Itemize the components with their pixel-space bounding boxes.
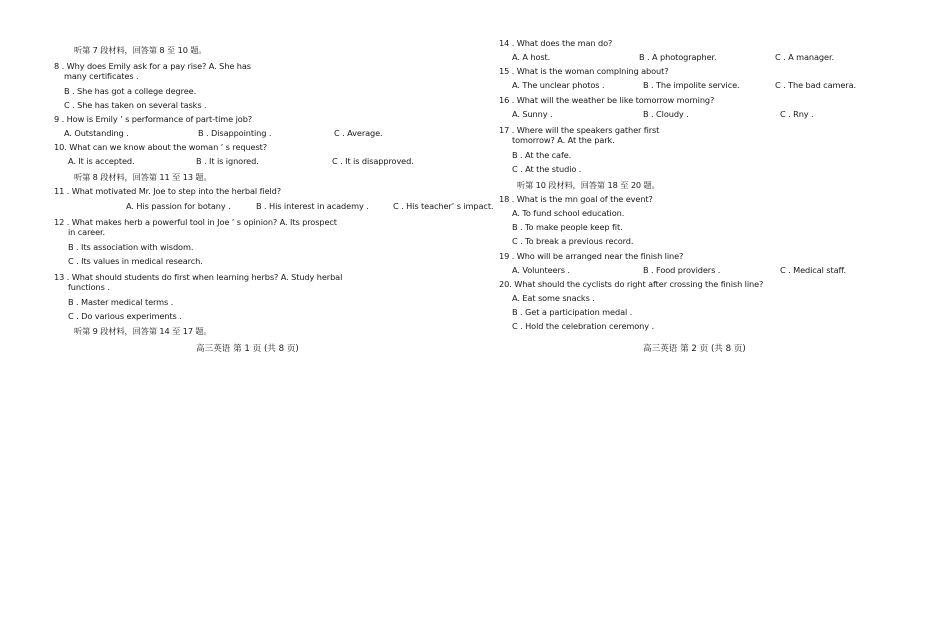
option-c: C . The bad camera. [775, 80, 856, 90]
section-heading-9: 听第 9 段材料，回答第 14 至 17 题。 [74, 326, 212, 336]
option-a: A. Sunny . [512, 109, 553, 119]
question-stem: 14 . What does the man do? [499, 38, 613, 48]
question-stem-cont: in career. [68, 227, 106, 237]
question-stem-cont: many certificates . [64, 71, 139, 81]
option-c: C . Hold the celebration ceremony . [512, 321, 655, 331]
question-stem: 10. What can we know about the woman ’ s request? [54, 142, 268, 152]
section-heading-8: 听第 8 段材料，回答第 11 至 13 题。 [74, 172, 212, 182]
option-b: B . Get a participation medal . [512, 307, 633, 317]
option-b: B . To make people keep fit. [512, 222, 623, 232]
question-stem: 9 . How is Emily ’ s performance of part-time job? [54, 114, 253, 124]
option-c: C . It is disapproved. [332, 156, 414, 166]
option-b: B . Its association with wisdom. [68, 242, 194, 252]
option-a: A. It is accepted. [68, 156, 135, 166]
question-stem: 8 . Why does Emily ask for a pay rise? A. She has [54, 61, 251, 71]
option-b: B . At the cafe. [512, 150, 572, 160]
option-c: C . His teacher’ s impact. [393, 201, 494, 211]
option-a: A. His passion for botany . [126, 201, 231, 211]
question-stem: 17 . Where will the speakers gather first [499, 125, 660, 135]
option-b: B . His interest in academy . [256, 201, 369, 211]
question-stem: 16 . What will the weather be like tomorrow morning? [499, 95, 715, 105]
section-heading-10: 听第 10 段材料，回答第 18 至 20 题。 [517, 180, 660, 190]
option-a: A. Outstanding . [64, 128, 129, 138]
section-heading-7: 听第 7 段材料，回答第 8 至 10 题。 [74, 45, 207, 55]
option-c: C . A manager. [775, 52, 834, 62]
option-c: C . At the studio . [512, 164, 582, 174]
page-footer: 高三英语 第 2 页 (共 8 页) [643, 344, 746, 354]
option-b: B . It is ignored. [196, 156, 259, 166]
option-b: B . Food providers . [643, 265, 721, 275]
option-b: B . Disappointing . [198, 128, 272, 138]
question-stem: 12 . What makes herb a powerful tool in Joe ’ s opinion? A. Its prospect [54, 217, 337, 227]
option-b: B . Master medical terms . [68, 297, 174, 307]
option-a: A. Eat some snacks . [512, 293, 595, 303]
question-stem: 20. What should the cyclists do right after crossing the finish line? [499, 279, 764, 289]
option-c: C . Average. [334, 128, 383, 138]
question-stem: 11 . What motivated Mr. Joe to step into the herbal field? [54, 186, 282, 196]
question-stem-cont: functions . [68, 282, 110, 292]
question-stem-cont: tomorrow? A. At the park. [512, 135, 615, 145]
option-b: B . The impolite service. [643, 80, 740, 90]
option-a: A. Volunteers . [512, 265, 570, 275]
option-c: C . Its values in medical research. [68, 256, 203, 266]
question-stem: 15 . What is the woman complning about? [499, 66, 669, 76]
question-stem: 19 . Who will be arranged near the finish line? [499, 251, 684, 261]
option-c: C . Do various experiments . [68, 311, 182, 321]
option-c: C . Medical staff. [780, 265, 846, 275]
page-footer: 高三英语 第 1 页 (共 8 页) [196, 344, 299, 354]
option-b: B . A photographer. [639, 52, 717, 62]
question-stem: 13 . What should students do first when learning herbs? A. Study herbal [54, 272, 343, 282]
question-stem: 18 . What is the mn goal of the event? [499, 194, 653, 204]
option-a: A. To fund school education. [512, 208, 625, 218]
option-c: C . She has taken on several tasks . [64, 100, 207, 110]
option-a: A. The unclear photos . [512, 80, 605, 90]
option-b: B . Cloudy . [643, 109, 689, 119]
option-b: B . She has got a college degree. [64, 86, 197, 96]
page-2 [475, 0, 945, 631]
option-c: C . To break a previous record. [512, 236, 634, 246]
option-a: A. A host. [512, 52, 551, 62]
option-c: C . Rny . [780, 109, 814, 119]
